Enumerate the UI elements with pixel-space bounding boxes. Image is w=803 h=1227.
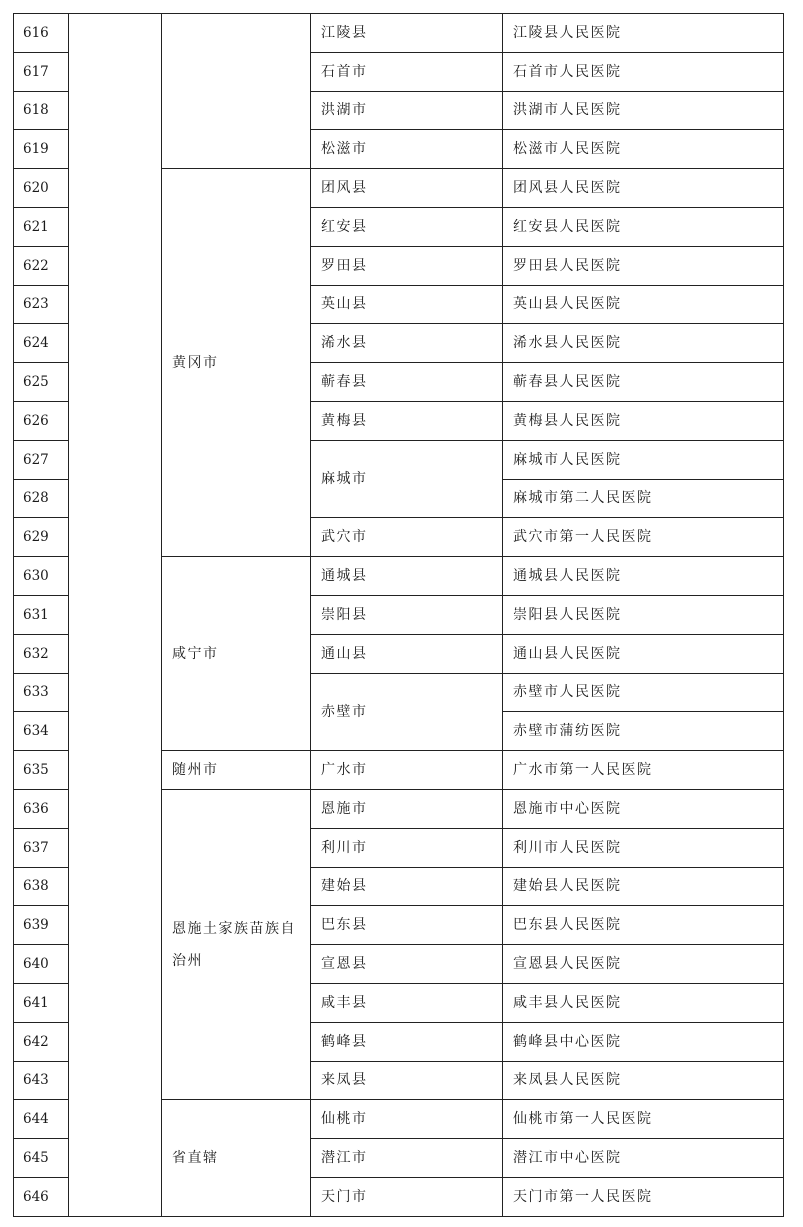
row-number: 640 <box>14 945 69 984</box>
hospital-cell: 麻城市第二人民医院 <box>503 479 784 518</box>
row-number: 632 <box>14 634 69 673</box>
row-number: 618 <box>14 91 69 130</box>
hospital-cell: 江陵县人民医院 <box>503 14 784 53</box>
hospital-cell: 赤壁市人民医院 <box>503 673 784 712</box>
county-cell: 鹤峰县 <box>311 1022 503 1061</box>
county-cell: 咸丰县 <box>311 983 503 1022</box>
hospital-cell: 天门市第一人民医院 <box>503 1177 784 1216</box>
county-cell: 团风县 <box>311 169 503 208</box>
hospital-cell: 潜江市中心医院 <box>503 1139 784 1178</box>
hospital-cell: 崇阳县人民医院 <box>503 595 784 634</box>
county-cell: 崇阳县 <box>311 595 503 634</box>
hospital-cell: 罗田县人民医院 <box>503 246 784 285</box>
row-number: 617 <box>14 52 69 91</box>
row-number: 633 <box>14 673 69 712</box>
row-number: 645 <box>14 1139 69 1178</box>
row-number: 625 <box>14 363 69 402</box>
county-cell: 浠水县 <box>311 324 503 363</box>
hospital-cell: 宣恩县人民医院 <box>503 945 784 984</box>
row-number: 634 <box>14 712 69 751</box>
county-cell: 巴东县 <box>311 906 503 945</box>
city-cell: 咸宁市 <box>162 557 311 751</box>
row-number: 626 <box>14 401 69 440</box>
row-number: 629 <box>14 518 69 557</box>
row-number: 622 <box>14 246 69 285</box>
county-cell: 天门市 <box>311 1177 503 1216</box>
row-number: 643 <box>14 1061 69 1100</box>
county-cell: 麻城市 <box>311 440 503 518</box>
county-cell: 宣恩县 <box>311 945 503 984</box>
hospital-cell: 建始县人民医院 <box>503 867 784 906</box>
hospital-cell: 浠水县人民医院 <box>503 324 784 363</box>
hospital-cell: 广水市第一人民医院 <box>503 751 784 790</box>
county-cell: 广水市 <box>311 751 503 790</box>
county-cell: 石首市 <box>311 52 503 91</box>
hospital-cell: 武穴市第一人民医院 <box>503 518 784 557</box>
city-cell: 恩施土家族苗族自治州 <box>162 789 311 1099</box>
hospital-cell: 通山县人民医院 <box>503 634 784 673</box>
province-cell <box>69 14 162 1217</box>
hospital-cell: 来凤县人民医院 <box>503 1061 784 1100</box>
county-cell: 通城县 <box>311 557 503 596</box>
county-cell: 洪湖市 <box>311 91 503 130</box>
county-cell: 利川市 <box>311 828 503 867</box>
row-number: 628 <box>14 479 69 518</box>
hospital-cell: 巴东县人民医院 <box>503 906 784 945</box>
row-number: 619 <box>14 130 69 169</box>
row-number: 642 <box>14 1022 69 1061</box>
county-cell: 英山县 <box>311 285 503 324</box>
row-number: 630 <box>14 557 69 596</box>
county-cell: 蕲春县 <box>311 363 503 402</box>
hospital-cell: 红安县人民医院 <box>503 207 784 246</box>
county-cell: 罗田县 <box>311 246 503 285</box>
row-number: 641 <box>14 983 69 1022</box>
county-cell: 松滋市 <box>311 130 503 169</box>
hospital-cell: 咸丰县人民医院 <box>503 983 784 1022</box>
city-cell <box>162 14 311 169</box>
hospital-cell: 恩施市中心医院 <box>503 789 784 828</box>
hospital-cell: 团风县人民医院 <box>503 169 784 208</box>
county-cell: 仙桃市 <box>311 1100 503 1139</box>
hospital-list-table <box>13 13 784 1217</box>
hospital-cell: 赤壁市蒲纺医院 <box>503 712 784 751</box>
row-number: 631 <box>14 595 69 634</box>
county-cell: 恩施市 <box>311 789 503 828</box>
county-cell: 黄梅县 <box>311 401 503 440</box>
county-cell: 江陵县 <box>311 14 503 53</box>
hospital-cell: 利川市人民医院 <box>503 828 784 867</box>
row-number: 635 <box>14 751 69 790</box>
county-cell: 来凤县 <box>311 1061 503 1100</box>
city-cell: 省直辖 <box>162 1100 311 1216</box>
row-number: 638 <box>14 867 69 906</box>
county-cell: 建始县 <box>311 867 503 906</box>
county-cell: 红安县 <box>311 207 503 246</box>
row-number: 644 <box>14 1100 69 1139</box>
county-cell: 潜江市 <box>311 1139 503 1178</box>
hospital-cell: 洪湖市人民医院 <box>503 91 784 130</box>
table-row <box>14 14 784 53</box>
city-cell: 随州市 <box>162 751 311 790</box>
row-number: 624 <box>14 324 69 363</box>
county-cell: 通山县 <box>311 634 503 673</box>
row-number: 639 <box>14 906 69 945</box>
row-number: 616 <box>14 14 69 53</box>
city-cell: 黄冈市 <box>162 169 311 557</box>
hospital-cell: 松滋市人民医院 <box>503 130 784 169</box>
hospital-cell: 鹤峰县中心医院 <box>503 1022 784 1061</box>
hospital-cell: 通城县人民医院 <box>503 557 784 596</box>
row-number: 637 <box>14 828 69 867</box>
hospital-cell: 蕲春县人民医院 <box>503 363 784 402</box>
row-number: 620 <box>14 169 69 208</box>
row-number: 627 <box>14 440 69 479</box>
hospital-cell: 黄梅县人民医院 <box>503 401 784 440</box>
row-number: 623 <box>14 285 69 324</box>
hospital-cell: 石首市人民医院 <box>503 52 784 91</box>
hospital-cell: 仙桃市第一人民医院 <box>503 1100 784 1139</box>
row-number: 646 <box>14 1177 69 1216</box>
county-cell: 赤壁市 <box>311 673 503 751</box>
county-cell: 武穴市 <box>311 518 503 557</box>
hospital-cell: 麻城市人民医院 <box>503 440 784 479</box>
hospital-cell: 英山县人民医院 <box>503 285 784 324</box>
row-number: 636 <box>14 789 69 828</box>
row-number: 621 <box>14 207 69 246</box>
